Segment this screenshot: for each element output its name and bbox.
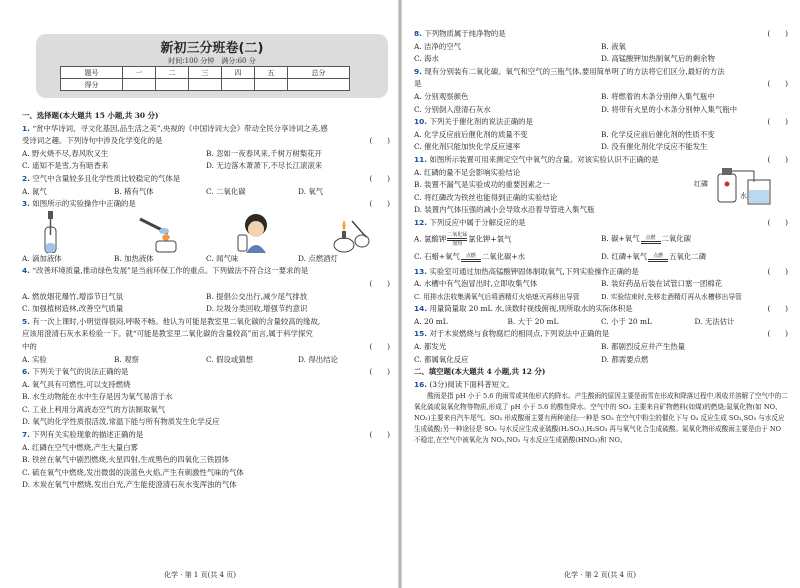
- page-footer: 化学 · 第 1 页(共 4 页): [164, 571, 236, 579]
- score-cell: 三: [188, 67, 221, 79]
- section-2-heading: 二、填空题(本大题共 4 小题,共 12 分): [414, 367, 546, 377]
- question-15: [414, 328, 788, 366]
- option-c[interactable]: C. 都属氧化反应: [414, 354, 469, 364]
- score-table-header-row: [61, 67, 350, 79]
- option-a[interactable]: A. 滴加液体: [22, 253, 62, 263]
- option-d[interactable]: D. 木炭在氧气中燃烧,发出白光,产生能使澄清石灰水变浑浊的气体: [22, 480, 237, 490]
- score-input-cell[interactable]: [221, 79, 254, 91]
- option-a[interactable]: A. 水槽中有气泡冒出时,立即收集气体: [414, 279, 538, 289]
- option-d[interactable]: D. 实验结束时,先移走酒精灯再从水槽移出导管: [601, 292, 742, 301]
- reading-passage: 酸雨是指 pH 小于 5.6 的雨雪或其他形式的降水。产生酸雨的原因主要是雨雪在形成和降落过程中,吸收并溶解了空气中的二氧化硫或氮氧化物等物质,形成了 pH 小于 5.6 的酸性降水。空气中的 SO₂ 主要来自矿物燃料(如煤)的燃烧;氮氧化物(如 NO、NO₂)主要来自汽车尾气。SO₂ 形成酸雨主要有两种途径:一种是 SO₂ 在空气中粉尘的催化下与 O₂ 反应生成 SO₃,SO₃ 与水反应生成硫酸;另一种途径是 SO₂ 与水反应生成亚硫酸(H₂SO₃),H₂SO₃ 再与氧气化合生成硫酸。氮氧化物形成酸雨主要是由于 NO 不稳定,在空气中被氧化为 NO₂,NO₂ 与水反应生成硝酸(HNO₃)和 NO。: [414, 392, 788, 445]
- score-cell: 五: [254, 67, 287, 79]
- option-b[interactable]: B. 铁丝在氧气中剧烈燃烧,火星四射,生成黑色的四氧化三铁固体: [22, 455, 229, 465]
- oxygen-measurement-apparatus: [694, 166, 784, 208]
- question-6: [22, 366, 390, 429]
- red-phosphorus-label: 红磷: [694, 179, 708, 188]
- section-1-heading: 一、选择题(本大题共 15 小题,共 30 分): [22, 111, 159, 120]
- question-text: 用量筒量取 20 mL 水,读数时视线俯视,则所取水的实际体积是: [429, 304, 633, 314]
- option-b[interactable]: B. 化学反应前后催化剂的性质不变: [601, 129, 715, 139]
- option-a[interactable]: A. 红磷的量不足会影响实验结论: [414, 167, 521, 177]
- question-text: 下列反应中属于分解反应的是: [429, 217, 526, 227]
- option-c[interactable]: C. 用排水法收集满氧气后将酒精灯火焰熄灭再移出导管: [414, 292, 580, 301]
- question-text: 有一次上课时,小明觉得很闷,呼吸不畅。他认为可能是教室里二氧化碳的含量较高的缘故,: [32, 316, 321, 326]
- option-d[interactable]: D. 点燃酒灯: [298, 253, 338, 263]
- question-text: 空气中含量较多且化学性质比较稳定的气体是: [32, 173, 181, 183]
- option-b[interactable]: B. 都剧烈反应并产生热量: [601, 342, 686, 352]
- option-d[interactable]: D. 无法估计: [694, 316, 735, 326]
- option-d[interactable]: D. 红磷+氧气 点燃 五氧化二磷: [601, 252, 707, 262]
- question-16: [414, 379, 788, 447]
- option-a[interactable]: A. 20 mL: [414, 316, 448, 326]
- heating-test-tube-icon: [134, 211, 180, 253]
- answer-bracket[interactable]: ( ): [767, 154, 788, 164]
- score-cell: 一: [122, 67, 155, 79]
- option-b[interactable]: B. 加热液体: [114, 253, 154, 263]
- option-b[interactable]: B. 碳+氧气 点燃 二氧化碳: [601, 234, 692, 244]
- option-c[interactable]: C. 分别倒入澄清石灰水: [414, 104, 491, 114]
- score-input-cell[interactable]: [155, 79, 188, 91]
- score-input-cell[interactable]: [288, 79, 350, 91]
- option-d[interactable]: D. 氧气: [298, 186, 324, 196]
- answer-bracket[interactable]: ( ): [767, 304, 788, 314]
- option-c[interactable]: C. 加强植树造林,改善空气质量: [22, 304, 124, 314]
- option-c[interactable]: C. 遥知不是雪,为有暗香来: [22, 161, 109, 171]
- score-cell: 总分: [288, 67, 350, 79]
- page-2: [400, 0, 800, 588]
- score-input-cell[interactable]: [254, 79, 287, 91]
- answer-bracket[interactable]: ( ): [369, 136, 390, 146]
- question-number: 5.: [22, 316, 30, 326]
- score-cell: 二: [155, 67, 188, 79]
- question-text: 中的: [22, 341, 37, 351]
- option-b[interactable]: B. 稀有气体: [114, 186, 154, 196]
- question-text: 应该用澄清石灰水来检验一下。就“可能是教室里二氧化碳的含量较高”而言,属于科学探究: [22, 329, 313, 339]
- question-text: 对于木炭燃烧与食物腐烂的相同点,下列说法中正确的是: [429, 329, 610, 339]
- question-text: 下列物质属于纯净物的是: [424, 29, 506, 38]
- answer-bracket[interactable]: ( ): [369, 278, 390, 288]
- score-input-cell[interactable]: [188, 79, 221, 91]
- option-a[interactable]: A. 野火烧不尽,春风吹又生: [22, 148, 109, 158]
- score-table-score-row: [61, 79, 350, 91]
- option-c[interactable]: C. 石蜡+氧气 点燃 二氧化碳+水: [414, 252, 526, 262]
- question-number: 13.: [414, 266, 428, 276]
- question-number: 11.: [414, 154, 428, 164]
- question-text: “赏中华诗词、寻文化基因,品生活之美”,央视的《中国诗词大会》带动全民分享诗词之美,感: [32, 123, 328, 133]
- question-11: [414, 154, 788, 217]
- answer-bracket[interactable]: ( ): [369, 367, 390, 377]
- option-c[interactable]: C. 假设或猜想: [206, 354, 254, 364]
- option-c[interactable]: C. 闻气味: [206, 253, 239, 263]
- option-c[interactable]: C. 海水: [414, 54, 439, 64]
- question-text: 实验室可通过加热高锰酸钾固体制取氧气,下列实验操作正确的是: [429, 266, 639, 276]
- option-b[interactable]: B. 大于 20 mL: [507, 316, 559, 326]
- question-number: 3.: [22, 199, 30, 209]
- question-number: 8.: [414, 29, 422, 38]
- option-a[interactable]: A. 洁净的空气: [414, 41, 461, 51]
- page-footer: 化学 · 第 2 页(共 4 页): [564, 571, 636, 579]
- option-b[interactable]: B. 将燃着的木条分别伸入集气瓶中: [601, 91, 715, 101]
- question-text: 下列有关实验现象的描述正确的是: [32, 430, 144, 440]
- question-text: (3分)阅读下面科普短文。: [429, 379, 514, 389]
- option-b[interactable]: B. 观察: [114, 354, 139, 364]
- score-cell: 得分: [61, 79, 123, 91]
- score-input-cell[interactable]: [122, 79, 155, 91]
- option-d[interactable]: D. 装置内气体压强的减小会导致水沿着导管进入集气瓶: [414, 205, 595, 215]
- question-number: 16.: [414, 379, 428, 389]
- question-number: 6.: [22, 367, 30, 377]
- dropper-test-tube-icon: [36, 211, 66, 253]
- answer-bracket[interactable]: ( ): [767, 217, 788, 227]
- option-a[interactable]: A. 氧气具有可燃性,可以支持燃烧: [22, 379, 131, 389]
- option-a[interactable]: A. 氮气: [22, 186, 47, 196]
- answer-bracket[interactable]: ( ): [767, 29, 788, 38]
- option-d[interactable]: D. 将带有火星的小木条分别伸入集气瓶中: [601, 104, 738, 114]
- answer-bracket[interactable]: ( ): [767, 266, 788, 276]
- option-c[interactable]: C. 将红磷改为铁丝也能得到正确的实验结论: [414, 192, 558, 202]
- question-3-figures: [22, 211, 390, 253]
- page-1-content: [22, 110, 390, 492]
- answer-bracket[interactable]: ( ): [369, 199, 390, 209]
- exam-subtitle: 时间:100 分钟 满分:60 分: [168, 57, 256, 65]
- option-d[interactable]: D. 无边落木萧萧下,不尽长江滚滚来: [206, 161, 323, 171]
- exam-title: 新初三分班卷(二): [160, 41, 264, 56]
- question-text: 下列关于催化剂的说法正确的是: [429, 117, 533, 127]
- answer-bracket[interactable]: ( ): [767, 117, 788, 127]
- option-b[interactable]: B. 水生动物能在水中生存是因为氧气易溶于水: [22, 392, 173, 402]
- question-number: 7.: [22, 430, 30, 440]
- option-c[interactable]: C. 工业上利用分离液态空气的方法制取氧气: [22, 404, 166, 414]
- option-d[interactable]: D. 都需要点燃: [601, 354, 649, 364]
- question-2: [22, 173, 390, 198]
- water-label: 水: [740, 191, 747, 200]
- option-b[interactable]: B. 装置不漏气是实验成功的重要因素之一: [414, 180, 550, 190]
- option-a[interactable]: A. 都发光: [414, 342, 447, 352]
- option-a[interactable]: A. 化学反应前后催化剂的质量不变: [414, 129, 528, 139]
- answer-bracket[interactable]: ( ): [767, 329, 788, 339]
- question-text: 如图所示的实验操作中正确的是: [32, 199, 136, 209]
- option-d[interactable]: D. 高锰酸钾加热制氧气后的剩余物: [601, 54, 715, 64]
- question-10: [414, 116, 788, 154]
- question-number: 15.: [414, 329, 428, 339]
- question-1: [22, 123, 390, 173]
- score-cell: 题号: [61, 67, 123, 79]
- question-text: 如图所示装置可用来测定空气中氧气的含量。对该实验认识不正确的是: [429, 154, 659, 164]
- question-12: [414, 217, 788, 266]
- option-a[interactable]: A. 氯酸钾二氧化锰 加热氯化钾+氧气: [414, 232, 512, 247]
- question-number: 14.: [414, 304, 428, 314]
- score-cell: 四: [221, 67, 254, 79]
- option-c[interactable]: C. 小于 20 mL: [601, 316, 652, 326]
- answer-bracket[interactable]: ( ): [369, 430, 390, 440]
- smelling-gas-icon: [234, 211, 274, 253]
- option-d[interactable]: D. 没有催化剂化学反应不能发生: [601, 142, 708, 152]
- question-number: 4.: [22, 266, 30, 276]
- option-b[interactable]: B. 忽如一夜春风来,千树万树梨花开: [206, 148, 322, 158]
- option-a[interactable]: A. 实验: [22, 354, 47, 364]
- option-b[interactable]: B. 提倡公交出行,减少尾气排放: [206, 291, 308, 301]
- question-text: 现有分别装有二氧化碳、氧气和空气的三瓶气体,要用简单明了的方法将它们区分,最好的方法: [424, 66, 725, 76]
- option-b[interactable]: B. 装好药品后装在试管口塞一团棉花: [601, 279, 722, 289]
- option-d[interactable]: D. 氧气的化学性质很活泼,常温下能与所有物质发生化学反应: [22, 417, 220, 427]
- score-table: [60, 66, 350, 91]
- option-c[interactable]: C. 二氧化碳: [206, 186, 246, 196]
- question-14: [414, 303, 788, 328]
- question-text: 受诗词之趣。下列诗句中涉及化学变化的是: [22, 136, 163, 146]
- option-a[interactable]: A. 燃放烟花爆竹,增添节日气氛: [22, 291, 124, 301]
- question-8: [414, 28, 788, 66]
- question-text: “改善环境质量,推动绿色发展”是当前环保工作的重点。下列做法不符合这一要求的是: [32, 266, 309, 276]
- option-a[interactable]: A. 红磷在空气中燃烧,产生大量白雾: [22, 442, 138, 452]
- question-7: [22, 429, 390, 492]
- question-number: 9.: [414, 66, 422, 76]
- question-3: [22, 198, 390, 265]
- question-9: [414, 66, 788, 116]
- question-text: 是: [414, 79, 422, 89]
- option-b[interactable]: B. 液氧: [601, 41, 626, 51]
- page-2-content: [414, 28, 788, 446]
- question-number: 10.: [414, 117, 428, 127]
- answer-bracket[interactable]: ( ): [767, 79, 788, 89]
- option-a[interactable]: A. 分别观察颜色: [414, 91, 469, 101]
- option-d[interactable]: D. 垃圾分类回收,增强节约意识: [206, 304, 308, 314]
- question-13: [414, 266, 788, 304]
- option-d[interactable]: D. 得出结论: [298, 354, 338, 364]
- question-number: 1.: [22, 123, 30, 133]
- lighting-alcohol-lamp-icon: [330, 211, 370, 253]
- question-text: 下列关于氧气的说法正确的是: [32, 367, 129, 377]
- question-5: [22, 316, 390, 366]
- answer-bracket[interactable]: ( ): [369, 173, 390, 183]
- question-number: 12.: [414, 217, 428, 227]
- question-number: 2.: [22, 173, 30, 183]
- option-c[interactable]: C. 硫在氧气中燃烧,发出微弱的淡蓝色火焰,产生有刺激性气味的气体: [22, 467, 244, 477]
- question-4: [22, 265, 390, 315]
- answer-bracket[interactable]: ( ): [369, 341, 390, 351]
- option-c[interactable]: C. 催化剂只能加快化学反应速率: [414, 142, 521, 152]
